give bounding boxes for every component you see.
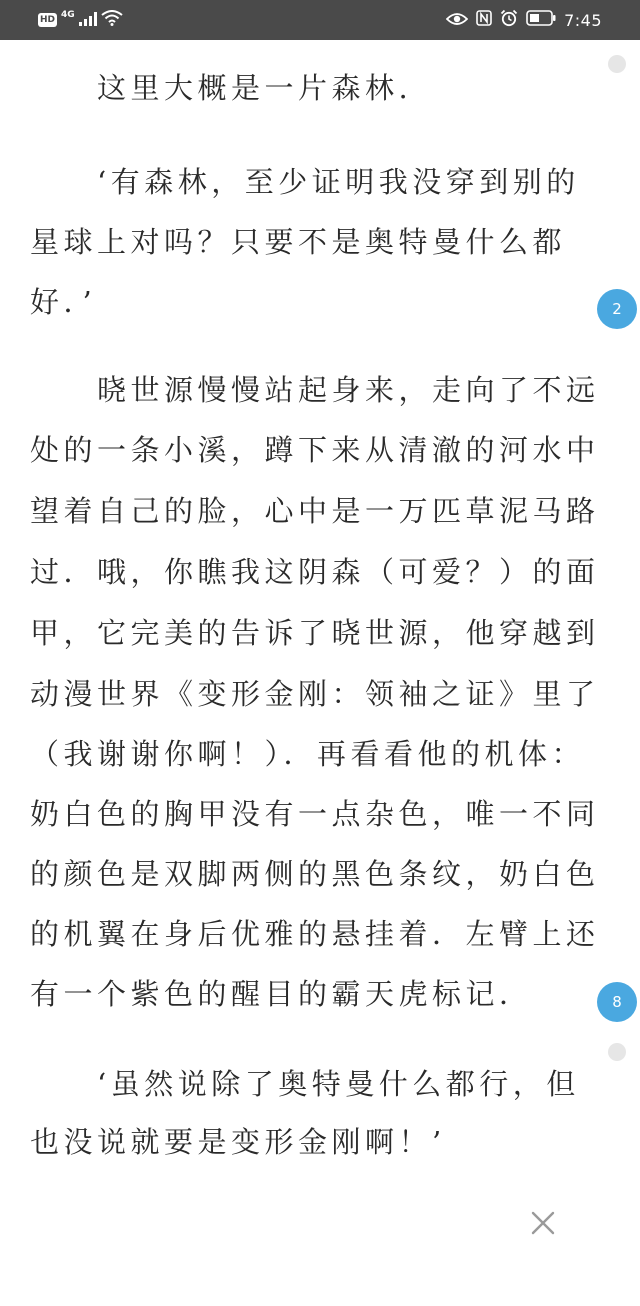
text-line: 望着自己的脸，心中是一万匹草泥马路 xyxy=(30,494,600,528)
text-line: 星球上对吗？只要不是奥特曼什么都 xyxy=(30,225,567,259)
reader-content xyxy=(0,40,640,1306)
status-left xyxy=(38,9,123,31)
network-type-label: 4G xyxy=(61,10,75,20)
alarm-icon xyxy=(500,9,518,31)
text-line: 的机翼在身后优雅的悬挂着．左臂上还 xyxy=(30,917,600,951)
paragraph-comment-dot[interactable] xyxy=(608,55,626,73)
text-line: 处的一条小溪，蹲下来从清澈的河水中 xyxy=(30,433,600,467)
close-icon xyxy=(528,1208,558,1238)
wifi-icon xyxy=(101,10,123,30)
text-line: 这里大概是一片森林. xyxy=(30,71,413,105)
paragraph-comment-count[interactable]: 2 xyxy=(597,289,637,329)
text-line: 动漫世界《变形金刚：领袖之证》里了 xyxy=(30,677,600,711)
text-line: 也没说就要是变形金刚啊！’ xyxy=(30,1125,446,1159)
signal-icon xyxy=(79,11,97,30)
text-line: 晓世源慢慢站起身来，走向了不远 xyxy=(30,373,600,407)
status-time: 7:45 xyxy=(564,10,602,30)
text-line: ‘虽然说除了奥特曼什么都行，但 xyxy=(30,1067,580,1101)
hd-badge: HD xyxy=(40,15,56,25)
paragraph-comment-count[interactable]: 8 xyxy=(597,982,637,1022)
close-button[interactable] xyxy=(528,1208,558,1238)
text-line: 的颜色是双脚两侧的黑色条纹，奶白色 xyxy=(30,857,600,891)
text-line: 奶白色的胸甲没有一点杂色，唯一不同 xyxy=(30,797,600,831)
text-line: （我谢谢你啊！）．再看看他的机体： xyxy=(30,737,586,771)
status-bar xyxy=(0,0,640,40)
text-line: 有一个紫色的醒目的霸天虎标记． xyxy=(30,977,533,1011)
battery-icon xyxy=(526,10,556,30)
text-line: 好．’ xyxy=(30,285,97,319)
status-right xyxy=(446,9,602,31)
text-line: 过．哦，你瞧我这阴森（可爱？）的面 xyxy=(30,555,600,589)
paragraph-comment-dot[interactable] xyxy=(608,1043,626,1061)
nfc-icon xyxy=(476,10,492,30)
text-line: 甲，它完美的告诉了晓世源，他穿越到 xyxy=(30,616,600,650)
text-line: ‘有森林，至少证明我没穿到别的 xyxy=(30,165,580,199)
eye-icon xyxy=(446,11,468,30)
